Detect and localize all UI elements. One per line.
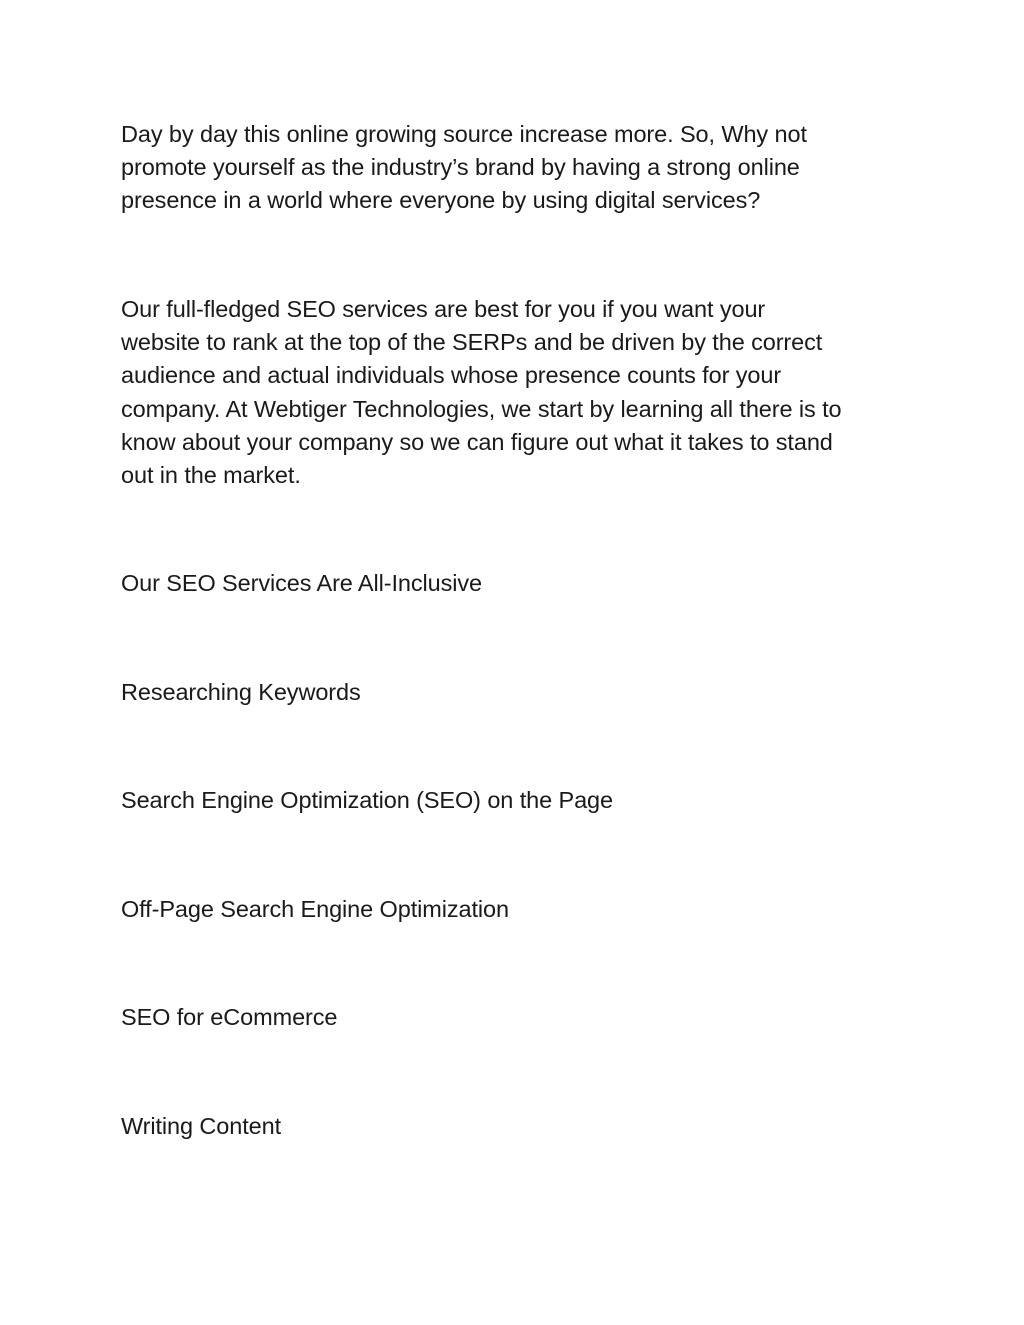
body-line: know about your company so we can figure out what it takes to stand (121, 428, 833, 455)
body-paragraph (121, 293, 921, 492)
body-line: Our full-fledged SEO services are best for you if you want your (121, 296, 766, 322)
body-line: company. At Webtiger Technologies, we start by learning all there is to (121, 395, 842, 422)
service-item-ecommerce-seo: SEO for eCommerce (121, 1004, 338, 1030)
intro-paragraph (121, 118, 921, 218)
body-line: audience and actual individuals whose presence counts for your (121, 362, 782, 389)
services-heading: Our SEO Services Are All-Inclusive (121, 570, 482, 596)
service-item-content-writing: Writing Content (121, 1113, 282, 1139)
body-line: website to rank at the top of the SERPs and be driven by the correct (121, 329, 823, 356)
intro-line: promote yourself as the industry’s brand by having a strong online (121, 154, 800, 181)
intro-line: presence in a world where everyone by using digital services? (121, 187, 761, 214)
service-item-on-page-seo: Search Engine Optimization (SEO) on the Page (121, 787, 613, 813)
intro-line: Day by day this online growing source increase more. So, Why not (121, 121, 807, 147)
service-item-keywords: Researching Keywords (121, 679, 361, 705)
service-item-off-page-seo: Off-Page Search Engine Optimization (121, 896, 509, 922)
body-line: out in the market. (121, 462, 301, 489)
